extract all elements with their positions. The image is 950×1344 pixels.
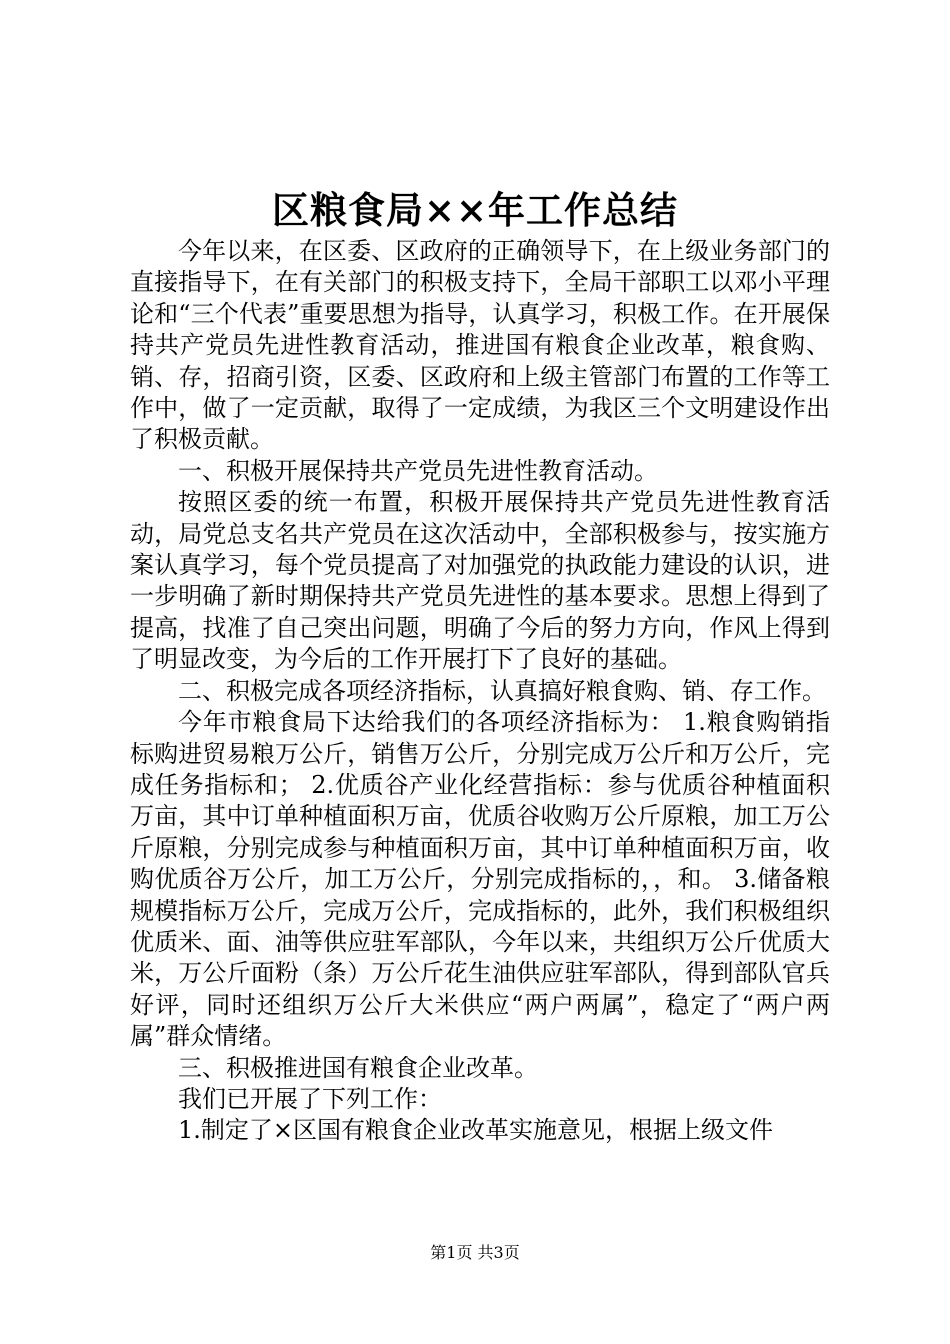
- page-footer: 第1页 共3页: [430, 1243, 520, 1262]
- document-body: [130, 236, 830, 1147]
- section-heading-2: 二、积极完成各项经济指标，认真搞好粮食购、销、存工作。: [178, 676, 826, 705]
- paragraph-section-2: 今年市粮食局下达给我们的各项经济指标为： 1.粮食购销指标购进贸易粮万公斤，销售万公斤，分别完成万公斤和万公斤，完成任务指标和； 2.优质谷产业化经营指标：参与优质谷种植面积万亩，其中订单种植面积万亩，优质谷收购万公斤原粮，加工万公斤原粮，分别完成参与种植面积万亩，其中订单种植面积万亩，收购优质谷万公斤，加工万公斤，分别完成指标的，，和。 3.储备粮规模指标万公斤，完成万公斤，完成指标的，此外，我们积极组织优质米、面、油等供应驻军部队，今年以来，共组织万公斤优质大米，万公斤面粉（条）万公斤花生油供应驻军部队，得到部队官兵好评，同时还组织万公斤大米供应“两户两属”，稳定了“两户两属”群众情绪。: [130, 708, 830, 1051]
- section-heading-3: 三、积极推进国有粮食企业改革。: [178, 1053, 538, 1082]
- section-heading-1: 一、积极开展保持共产党员先进性教育活动。: [178, 456, 658, 485]
- paragraph-intro: 今年以来，在区委、区政府的正确领导下，在上级业务部门的直接指导下，在有关部门的积极支持下，全局干部职工以邓小平理论和“三个代表”重要思想为指导，认真学习，积极工作。在开展保持共产党员先进性教育活动，推进国有粮食企业改革，粮食购、销、存，招商引资，区委、区政府和上级主管部门布置的工作等工作中，做了一定贡献，取得了一定成绩，为我区三个文明建设作出了积极贡献。: [130, 237, 830, 454]
- paragraph-section-1: 按照区委的统一布置，积极开展保持共产党员先进性教育活动，局党总支名共产党员在这次活动中，全部积极参与，按实施方案认真学习，每个党员提高了对加强党的执政能力建设的认识，进一步明确了新时期保持共产党员先进性的基本要求。思想上得到了提高，找准了自己突出问题，明确了今后的努力方向，作风上得到了明显改变，为今后的工作开展打下了良好的基础。: [130, 488, 830, 674]
- paragraph-section-3-item-1: 1.制定了×区国有粮食企业改革实施意见，根据上级文件: [178, 1116, 774, 1145]
- document-title: 区粮食局××年工作总结: [271, 188, 678, 232]
- paragraph-section-3-intro: 我们已开展了下列工作：: [178, 1084, 442, 1113]
